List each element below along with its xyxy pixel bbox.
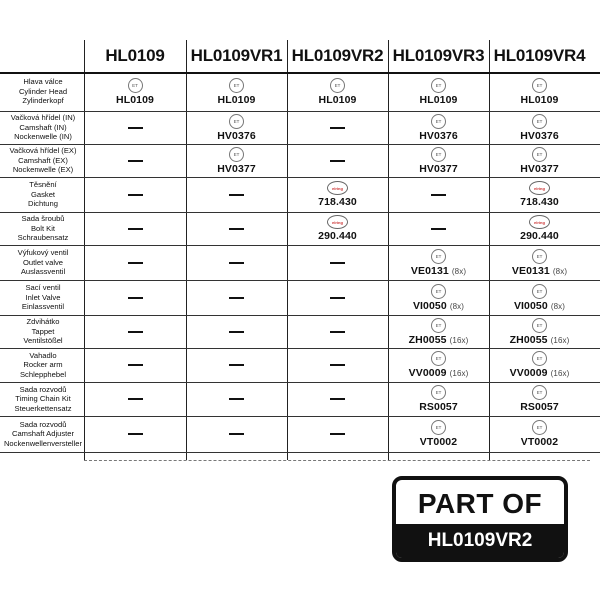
- row-label: [2, 111, 84, 144]
- part-quantity: (16x): [449, 369, 469, 378]
- part-cell: [84, 280, 186, 315]
- part-cell: [186, 245, 287, 280]
- not-included-dash: [128, 433, 143, 435]
- not-included-dash: [431, 228, 446, 230]
- row-label: [2, 245, 84, 280]
- row-label-line: Schlepphebel: [19, 369, 67, 379]
- part-cell: [388, 212, 489, 245]
- part-cell: [186, 382, 287, 416]
- not-included-dash: [128, 160, 143, 162]
- part-code: HV0376: [520, 129, 559, 142]
- part-cell: [287, 348, 388, 382]
- part-number: [409, 367, 469, 379]
- et-logo-icon: ET: [431, 318, 446, 333]
- part-quantity: (8x): [449, 301, 465, 311]
- part-number: [318, 196, 357, 208]
- part-code: VI0050: [513, 299, 548, 312]
- column-header: HL0109: [105, 46, 165, 65]
- not-included-dash: [330, 433, 345, 435]
- not-included-dash: [128, 262, 143, 264]
- part-number: [318, 230, 357, 242]
- row-label-line: Cylinder Head: [18, 86, 68, 96]
- part-number: [510, 367, 570, 379]
- part-of-kit-code: HL0109VR2: [396, 524, 564, 558]
- part-quantity: (8x): [550, 301, 566, 311]
- part-cell: [287, 416, 388, 452]
- part-quantity: (8x): [451, 266, 467, 276]
- table-bottom-divider: [84, 460, 590, 461]
- row-label-line: Auslassventil: [20, 267, 66, 277]
- part-code: RS0057: [419, 401, 458, 413]
- et-logo-icon: ET: [229, 114, 244, 129]
- row-label-line: Výfukový ventil: [17, 248, 69, 258]
- part-code: HL0109: [318, 93, 357, 106]
- row-label-line: Schraubensatz: [17, 233, 69, 243]
- part-code: VT0002: [419, 436, 458, 448]
- row-label-line: Vačková hřídel (EX): [9, 146, 77, 156]
- part-code: 290.440: [520, 230, 559, 242]
- part-cell: [388, 177, 489, 212]
- part-cell: [287, 280, 388, 315]
- part-code: VI0050: [412, 299, 447, 312]
- part-code: VV0009: [408, 367, 447, 379]
- part-number: [521, 94, 559, 106]
- row-label-line: Camshaft (EX): [18, 155, 68, 165]
- part-number: [413, 300, 464, 312]
- part-code: HV0377: [419, 162, 458, 175]
- elring-logo-icon: elring: [327, 215, 348, 229]
- part-cell: [84, 144, 186, 177]
- part-cell: [388, 245, 489, 280]
- row-label: [2, 212, 84, 245]
- row-label: [2, 382, 84, 416]
- part-code: ZH0055: [408, 333, 447, 346]
- part-cell: [489, 72, 590, 111]
- part-cell: [388, 144, 489, 177]
- part-code: HL0109: [520, 93, 559, 106]
- et-logo-icon: ET: [128, 78, 143, 93]
- part-number: [420, 436, 457, 448]
- et-logo-icon: ET: [532, 420, 547, 435]
- part-code: VT0002: [520, 436, 559, 448]
- part-cell: [84, 72, 186, 111]
- column-header: HL0109VR2: [291, 46, 384, 65]
- elring-logo-icon: elring: [529, 181, 550, 195]
- row-label-line: Bolt Kit: [30, 223, 56, 233]
- not-included-dash: [229, 331, 244, 333]
- part-number: [521, 436, 558, 448]
- part-cell: [489, 111, 590, 144]
- row-label-line: Hlava válce: [23, 77, 63, 87]
- row-label-line: Einlassventil: [21, 302, 65, 312]
- et-logo-icon: ET: [431, 78, 446, 93]
- part-cell: [489, 245, 590, 280]
- row-label-line: Sací ventil: [25, 283, 61, 293]
- part-cell: [287, 111, 388, 144]
- part-cell: [388, 315, 489, 348]
- not-included-dash: [229, 398, 244, 400]
- et-logo-icon: ET: [330, 78, 345, 93]
- part-cell: [84, 348, 186, 382]
- not-included-dash: [330, 398, 345, 400]
- row-label-line: Dichtung: [28, 199, 58, 209]
- part-cell: [287, 177, 388, 212]
- part-cell: [489, 280, 590, 315]
- part-cell: [489, 382, 590, 416]
- part-cell: [287, 72, 388, 111]
- part-number: [217, 163, 256, 175]
- row-divider: [0, 452, 600, 453]
- part-cell: [287, 212, 388, 245]
- et-logo-icon: ET: [532, 249, 547, 264]
- part-cell: [186, 212, 287, 245]
- part-cell: [489, 315, 590, 348]
- part-number: [420, 94, 458, 106]
- column-header: HL0109VR4: [493, 46, 586, 65]
- row-label-line: Outlet valve: [22, 257, 64, 267]
- not-included-dash: [229, 228, 244, 230]
- part-code: HV0377: [217, 162, 256, 175]
- et-logo-icon: ET: [532, 284, 547, 299]
- part-number: [419, 130, 458, 142]
- not-included-dash: [431, 194, 446, 196]
- not-included-dash: [330, 297, 345, 299]
- not-included-dash: [330, 331, 345, 333]
- part-number: [520, 230, 559, 242]
- row-label-line: Steuerkettensatz: [14, 403, 72, 413]
- row-label-line: Těsnění: [29, 180, 57, 190]
- row-label-line: Nockenwelle (IN): [14, 132, 72, 142]
- row-label-line: Gasket: [30, 189, 56, 199]
- part-code: HL0109: [419, 93, 458, 106]
- part-cell: [84, 382, 186, 416]
- part-cell: [186, 315, 287, 348]
- row-label-line: Zylinderkopf: [22, 96, 64, 106]
- part-cell: [388, 280, 489, 315]
- part-cell: [84, 212, 186, 245]
- part-cell: [388, 348, 489, 382]
- et-logo-icon: ET: [431, 420, 446, 435]
- column-header: HL0109VR3: [392, 46, 485, 65]
- not-included-dash: [229, 194, 244, 196]
- et-logo-icon: ET: [431, 351, 446, 366]
- part-code: 718.430: [318, 196, 357, 208]
- part-number: [218, 94, 256, 106]
- not-included-dash: [229, 364, 244, 366]
- part-cell: [287, 315, 388, 348]
- row-label-line: Sada rozvodů: [19, 384, 67, 394]
- et-logo-icon: ET: [229, 78, 244, 93]
- part-cell: [186, 144, 287, 177]
- part-code: 290.440: [318, 230, 357, 242]
- not-included-dash: [330, 262, 345, 264]
- row-label: [2, 144, 84, 177]
- row-label-line: Timing Chain Kit: [15, 394, 71, 404]
- part-code: HL0109: [116, 93, 154, 106]
- part-code: VE0131: [410, 264, 449, 277]
- part-cell: [388, 72, 489, 111]
- part-code: HV0376: [419, 129, 458, 142]
- part-cell: [84, 111, 186, 144]
- part-cell: [84, 177, 186, 212]
- part-code: VV0009: [509, 367, 548, 379]
- not-included-dash: [330, 364, 345, 366]
- part-cell: [489, 212, 590, 245]
- not-included-dash: [229, 433, 244, 435]
- not-included-dash: [229, 262, 244, 264]
- part-cell: [388, 111, 489, 144]
- part-cell: [388, 382, 489, 416]
- not-included-dash: [128, 331, 143, 333]
- part-cell: [186, 280, 287, 315]
- row-label: [2, 348, 84, 382]
- not-included-dash: [330, 160, 345, 162]
- part-cell: [287, 245, 388, 280]
- part-code: HV0377: [520, 162, 559, 175]
- et-logo-icon: ET: [431, 249, 446, 264]
- part-number: [520, 163, 559, 175]
- part-number: [520, 196, 559, 208]
- part-cell: [489, 144, 590, 177]
- not-included-dash: [128, 194, 143, 196]
- part-cell: [287, 144, 388, 177]
- row-label: [2, 280, 84, 315]
- part-number: [520, 130, 559, 142]
- part-of-badge: [392, 476, 568, 562]
- et-logo-icon: ET: [532, 114, 547, 129]
- row-label-line: Vačková hřídel (IN): [10, 113, 76, 123]
- et-logo-icon: ET: [532, 78, 547, 93]
- row-label-line: Rocker arm: [23, 360, 63, 370]
- part-cell: [84, 315, 186, 348]
- row-label-line: Tappet: [31, 326, 55, 336]
- row-label: [2, 177, 84, 212]
- et-logo-icon: ET: [532, 385, 547, 400]
- et-logo-icon: ET: [532, 351, 547, 366]
- part-number: [512, 265, 567, 277]
- part-quantity: (16x): [550, 335, 570, 345]
- row-label-line: Camshaft (IN): [19, 122, 67, 132]
- part-number: [116, 94, 154, 106]
- part-cell: [186, 72, 287, 111]
- not-included-dash: [128, 297, 143, 299]
- part-code: ZH0055: [509, 333, 548, 346]
- row-label: [2, 416, 84, 452]
- part-quantity: (8x): [552, 266, 568, 276]
- et-logo-icon: ET: [229, 147, 244, 162]
- row-label-line: Sada rozvodů: [19, 419, 67, 429]
- row-label-line: Inlet Valve: [25, 292, 61, 302]
- part-cell: [186, 348, 287, 382]
- not-included-dash: [229, 297, 244, 299]
- part-cell: [186, 177, 287, 212]
- not-included-dash: [128, 398, 143, 400]
- part-quantity: (16x): [550, 369, 570, 378]
- not-included-dash: [330, 127, 345, 129]
- part-number: [520, 401, 559, 413]
- et-logo-icon: ET: [431, 114, 446, 129]
- not-included-dash: [128, 228, 143, 230]
- part-number: [419, 401, 458, 413]
- part-cell: [489, 416, 590, 452]
- part-cell: [84, 416, 186, 452]
- part-number: [411, 265, 466, 277]
- part-cell: [186, 416, 287, 452]
- et-logo-icon: ET: [532, 147, 547, 162]
- column-header: HL0109VR1: [190, 46, 283, 65]
- row-label-line: Camshaft Adjuster: [11, 429, 75, 439]
- part-number: [319, 94, 357, 106]
- part-code: HV0376: [217, 129, 256, 142]
- part-number: [217, 130, 256, 142]
- part-code: VE0131: [511, 264, 550, 277]
- elring-logo-icon: elring: [529, 215, 550, 229]
- part-cell: [186, 111, 287, 144]
- part-number: [409, 334, 469, 346]
- et-logo-icon: ET: [431, 385, 446, 400]
- row-label: [2, 315, 84, 348]
- part-cell: [489, 348, 590, 382]
- row-label-line: Ventilstößel: [23, 336, 63, 346]
- part-number: [510, 334, 570, 346]
- part-code: 718.430: [520, 196, 559, 208]
- row-label-line: Sada šroubů: [21, 214, 65, 224]
- elring-logo-icon: elring: [327, 181, 348, 195]
- not-included-dash: [128, 364, 143, 366]
- row-label: [2, 72, 84, 111]
- part-cell: [388, 416, 489, 452]
- row-label-line: Nockenwelle (EX): [12, 165, 74, 175]
- et-logo-icon: ET: [431, 147, 446, 162]
- row-label-line: Nockenwellenversteller: [3, 438, 83, 448]
- part-quantity: (16x): [449, 335, 469, 345]
- part-cell: [84, 245, 186, 280]
- row-label-line: Zdvihátko: [26, 317, 60, 327]
- et-logo-icon: ET: [431, 284, 446, 299]
- part-cell: [489, 177, 590, 212]
- part-code: HL0109: [217, 93, 256, 106]
- part-number: [419, 163, 458, 175]
- part-of-title: PART OF: [417, 488, 543, 519]
- not-included-dash: [128, 127, 143, 129]
- row-label-line: Vahadlo: [29, 350, 57, 360]
- et-logo-icon: ET: [532, 318, 547, 333]
- part-code: RS0057: [520, 401, 559, 413]
- part-cell: [287, 382, 388, 416]
- part-number: [514, 300, 565, 312]
